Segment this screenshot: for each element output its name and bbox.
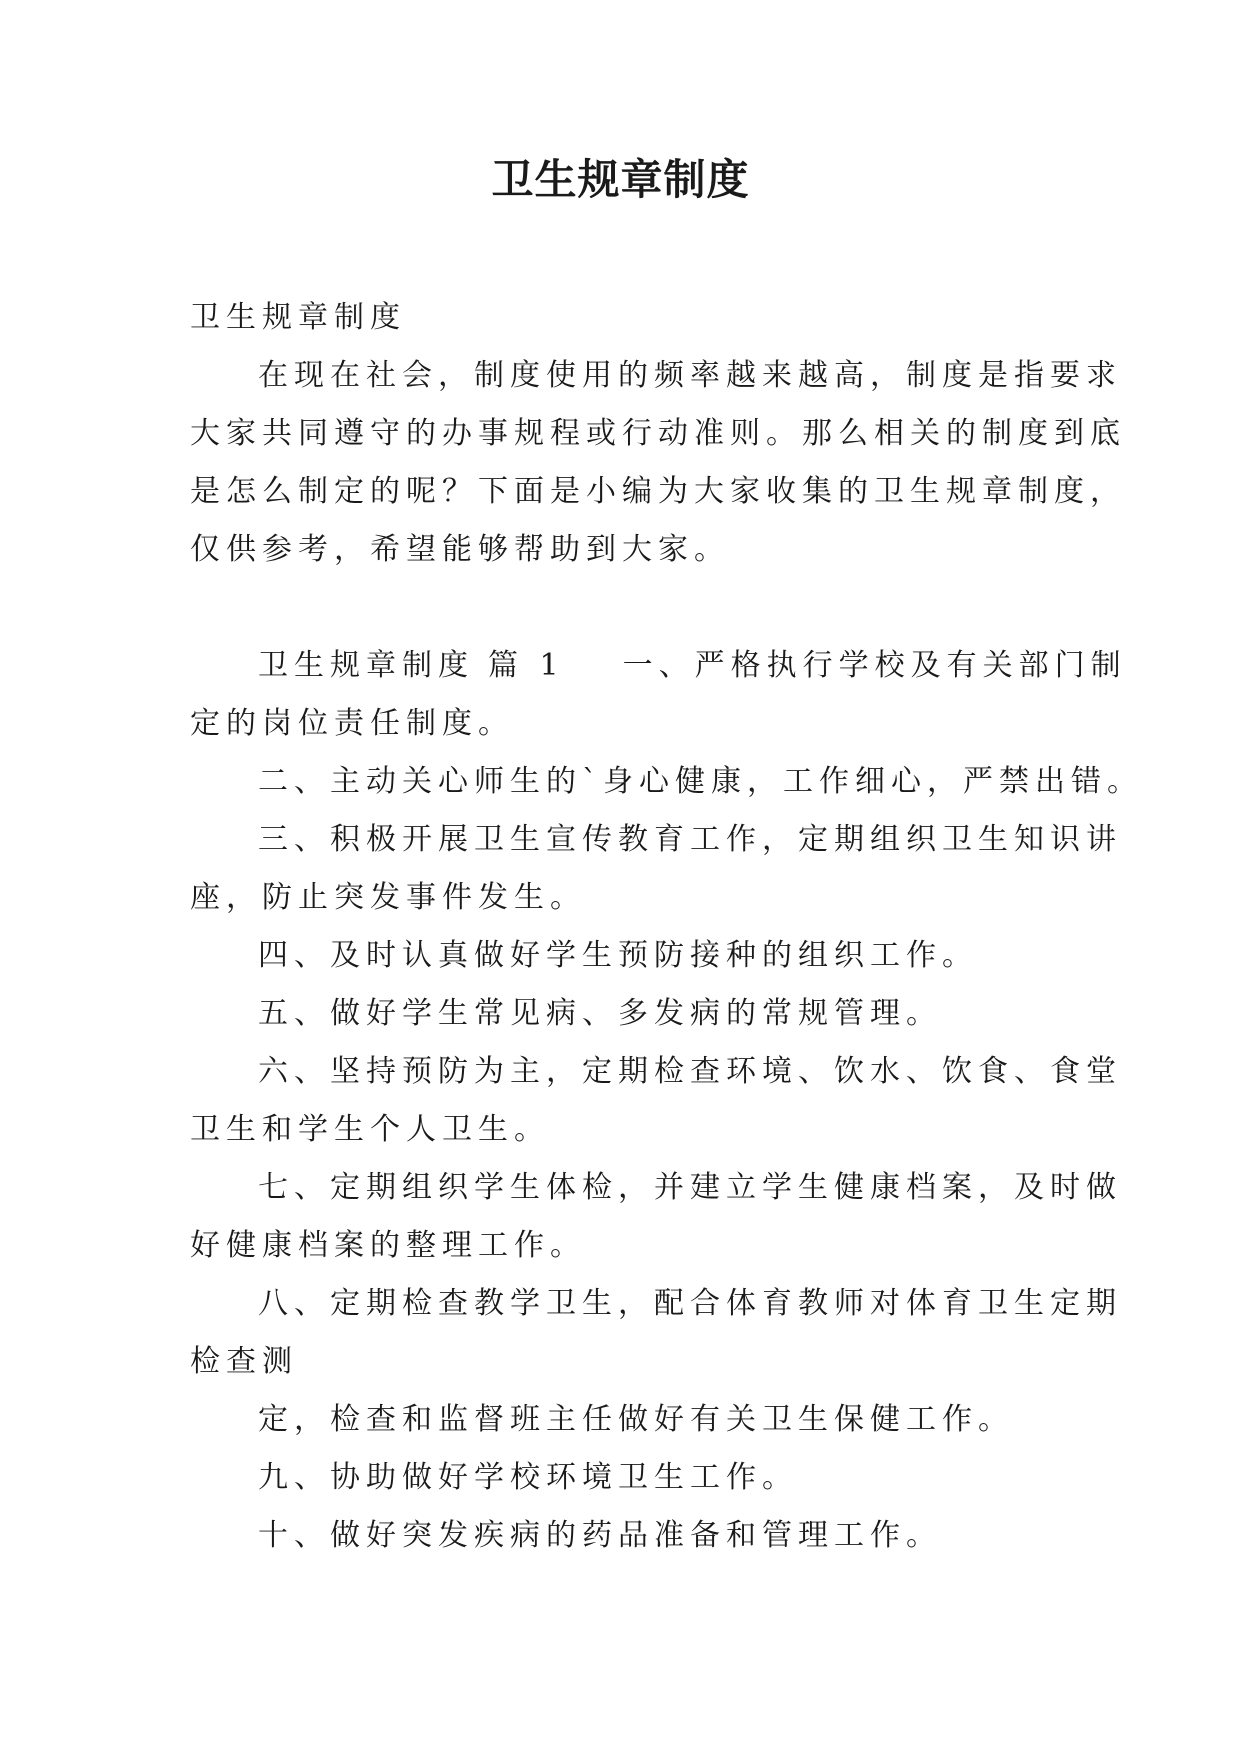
item-2: 二、主动关心师生的`身心健康，工作细心，严禁出错。 xyxy=(258,764,1143,799)
section-heading: 卫生规章制度 xyxy=(258,648,474,683)
subtitle: 卫生规章制度 xyxy=(190,300,406,335)
document-body xyxy=(190,289,1143,1565)
item-7: 七、定期组织学生体检，并建立学生健康档案，及时做 xyxy=(258,1170,1122,1205)
intro-line: 是怎么制定的呢？下面是小编为大家收集的卫生规章制度， xyxy=(190,474,1126,509)
item-3-continuation: 座，防止突发事件发生。 xyxy=(190,880,586,915)
document-title: 卫生规章制度 xyxy=(491,155,750,204)
item-1-continuation: 定的岗位责任制度。 xyxy=(190,706,514,741)
item-5: 五、做好学生常见病、多发病的常规管理。 xyxy=(258,996,942,1031)
item-4: 四、及时认真做好学生预防接种的组织工作。 xyxy=(258,938,978,973)
item-8-continuation: 检查测 xyxy=(190,1344,298,1379)
item-10: 十、做好突发疾病的药品准备和管理工作。 xyxy=(258,1518,942,1553)
intro-line: 大家共同遵守的办事规程或行动准则。那么相关的制度到底 xyxy=(190,416,1126,451)
item-1-text: 一、严格执行学校及有关部门制 xyxy=(622,648,1127,683)
intro-line: 仅供参考，希望能够帮助到大家。 xyxy=(190,532,730,567)
spacer xyxy=(190,579,1060,637)
item-8: 八、定期检查教学卫生，配合体育教师对体育卫生定期 xyxy=(258,1286,1122,1321)
item-6-continuation: 卫生和学生个人卫生。 xyxy=(190,1112,550,1147)
item-9: 九、协助做好学校环境卫生工作。 xyxy=(258,1460,798,1495)
item-6: 六、坚持预防为主，定期检查环境、饮水、饮食、食堂 xyxy=(258,1054,1122,1089)
section-heading-line xyxy=(190,637,1127,695)
item-7-continuation: 好健康档案的整理工作。 xyxy=(190,1228,586,1263)
intro-line: 在现在社会，制度使用的频率越来越高，制度是指要求 xyxy=(258,358,1122,393)
item-8-continuation-2: 定，检查和监督班主任做好有关卫生保健工作。 xyxy=(258,1402,1014,1437)
item-3: 三、积极开展卫生宣传教育工作，定期组织卫生知识讲 xyxy=(258,822,1122,857)
section-number: 篇 1 xyxy=(488,648,565,683)
